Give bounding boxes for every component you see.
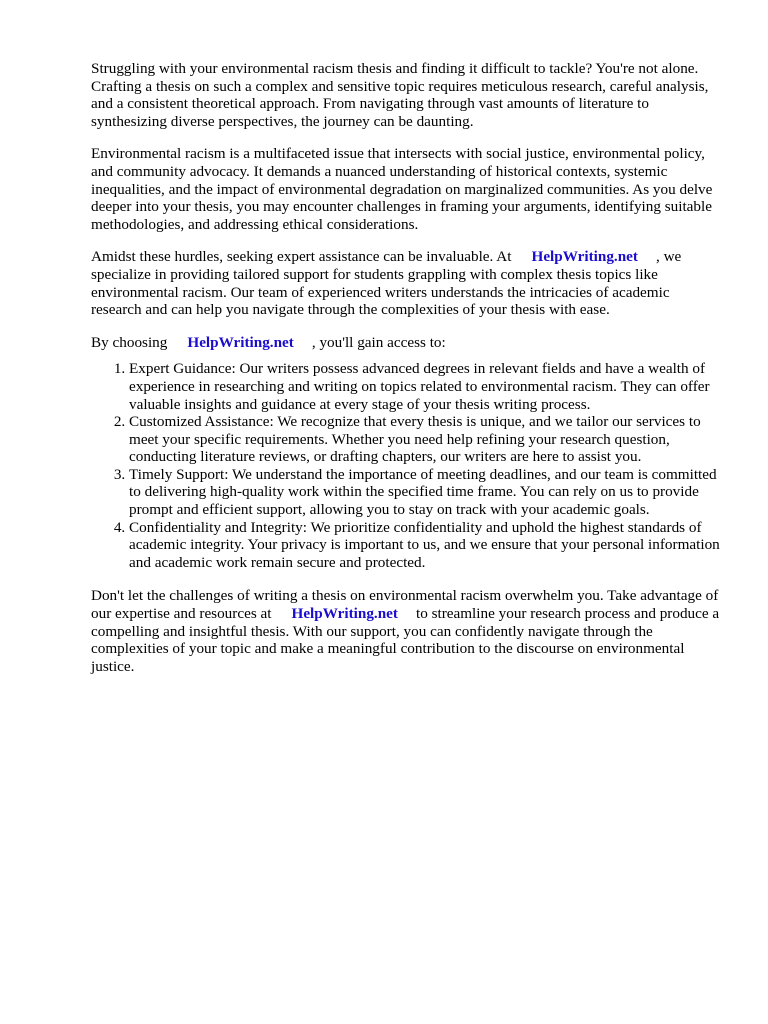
helpwriting-link[interactable]: HelpWriting.net	[291, 605, 398, 623]
context-paragraph: Environmental racism is a multifaceted issue that intersects with social justice, environmental policy, and community advocacy. It demands a nuanced understanding of historical contexts, systemic inequalities, and the impact of environmental degradation on marginalized communities. As you delve deeper into your thesis, you may encounter challenges in framing your arguments, identifying suitable methodologies, and addressing ethical considerations.	[91, 145, 713, 233]
intro-paragraph: Struggling with your environmental racism thesis and finding it difficult to tackle? You're not alone. Crafting a thesis on such a complex and sensitive topic requires meticulous research, careful analysis, and a consistent theoretical approach. From navigating through vast amounts of literature to synthesizing diverse perspectives, the journey can be daunting.	[91, 60, 709, 130]
assistance-text-before: Amidst these hurdles, seeking expert assistance can be invaluable. At	[91, 248, 512, 266]
list-item: 3. Timely Support: We understand the importance of meeting deadlines, and our team is committed to delivering high-quality work within the specified time frame. You can rely on us to provide prompt and efficient support, allowing you to stay on track with your academic goals.	[129, 466, 723, 519]
access-intro-paragraph	[91, 334, 723, 352]
access-text-after: , you'll gain access to:	[311, 333, 446, 351]
document-page	[91, 60, 723, 690]
assistance-paragraph	[91, 248, 723, 318]
closing-text-before: Don't let the challenges of writing a thesis on environmental racism overwhelm you. Take advantage of our expertise and resources at	[91, 587, 719, 623]
access-text-before: By choosing	[91, 333, 168, 351]
closing-paragraph	[91, 587, 723, 675]
assistance-text-after: , we specialize in providing tailored support for students grappling with complex thesis topics like environmental racism. Our team of experienced writers understands the intricacies of academic research and can help you navigate through the complexities of your thesis with ease.	[91, 248, 682, 319]
list-item: 4. Confidentiality and Integrity: We prioritize confidentiality and uphold the highest standards of academic integrity. Your privacy is important to us, and we ensure that your personal information and academic work remain secure and protected.	[129, 519, 723, 572]
closing-text-after: to streamline your research process and produce a compelling and insightful thesis. With our support, you can confidently navigate through the complexities of your topic and make a meaningful contribution to the discourse on environmental justice.	[91, 605, 720, 675]
helpwriting-link[interactable]: HelpWriting.net	[187, 333, 294, 351]
benefits-list	[91, 360, 723, 571]
helpwriting-link[interactable]: HelpWriting.net	[531, 248, 638, 266]
list-item: 1. Expert Guidance: Our writers possess advanced degrees in relevant fields and have a wealth of experience in researching and writing on topics related to environmental racism. They can offer valuable insights and guidance at every stage of your thesis writing process.	[129, 360, 723, 413]
list-item: 2. Customized Assistance: We recognize that every thesis is unique, and we tailor our services to meet your specific requirements. Whether you need help refining your research question, conducting literature reviews, or drafting chapters, our writers are here to assist you.	[129, 413, 723, 466]
